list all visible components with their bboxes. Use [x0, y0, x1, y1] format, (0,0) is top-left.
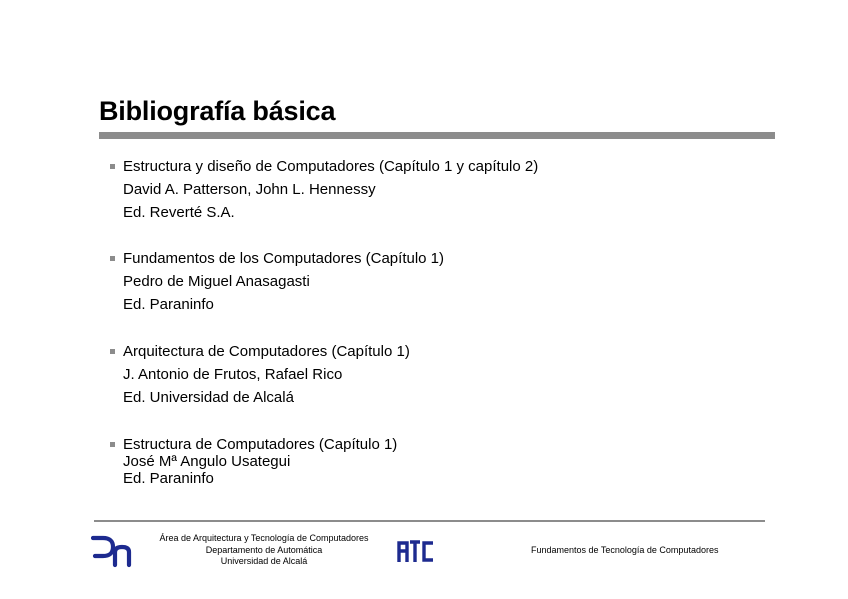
book-authors: Pedro de Miguel Anasagasti [123, 273, 310, 290]
title-underline [99, 132, 775, 139]
book-publisher: Ed. Paraninfo [123, 296, 214, 313]
book-title: Estructura y diseño de Computadores (Capítulo 1 y capítulo 2) [123, 158, 539, 175]
bibliography-entry [110, 436, 397, 487]
book-title: Estructura de Computadores (Capítulo 1) [123, 436, 398, 453]
atc-logo-icon [397, 539, 435, 563]
bibliography-entry [110, 155, 538, 224]
bullet-icon [110, 256, 115, 261]
footer-department-name: Departamento de Automática [205, 544, 323, 555]
slide-title: Bibliografía básica [99, 96, 336, 126]
department-logo-icon [91, 532, 135, 568]
book-publisher: Ed. Reverté S.A. [123, 204, 235, 221]
bibliography-entry [110, 340, 410, 409]
footer-area-name: Área de Arquitectura y Tecnología de Computadores [159, 533, 369, 543]
book-authors: José Mª Angulo Usategui [123, 453, 291, 470]
book-authors: David A. Patterson, John L. Hennessy [123, 181, 376, 198]
footer-divider [94, 520, 765, 522]
bullet-icon [110, 164, 115, 169]
footer-university-name: Universidad de Alcalá [220, 556, 308, 566]
bullet-icon [110, 442, 115, 447]
bullet-icon [110, 349, 115, 354]
book-publisher: Ed. Universidad de Alcalá [123, 389, 294, 406]
book-publisher: Ed. Paraninfo [123, 470, 214, 487]
book-authors: J. Antonio de Frutos, Rafael Rico [123, 366, 343, 383]
book-title: Arquitectura de Computadores (Capítulo 1) [123, 343, 410, 360]
footer-institution [138, 533, 390, 568]
book-title: Fundamentos de los Computadores (Capítulo 1) [123, 250, 445, 267]
bibliography-entry [110, 247, 444, 316]
course-name: Fundamentos de Tecnología de Computadores [531, 545, 719, 555]
